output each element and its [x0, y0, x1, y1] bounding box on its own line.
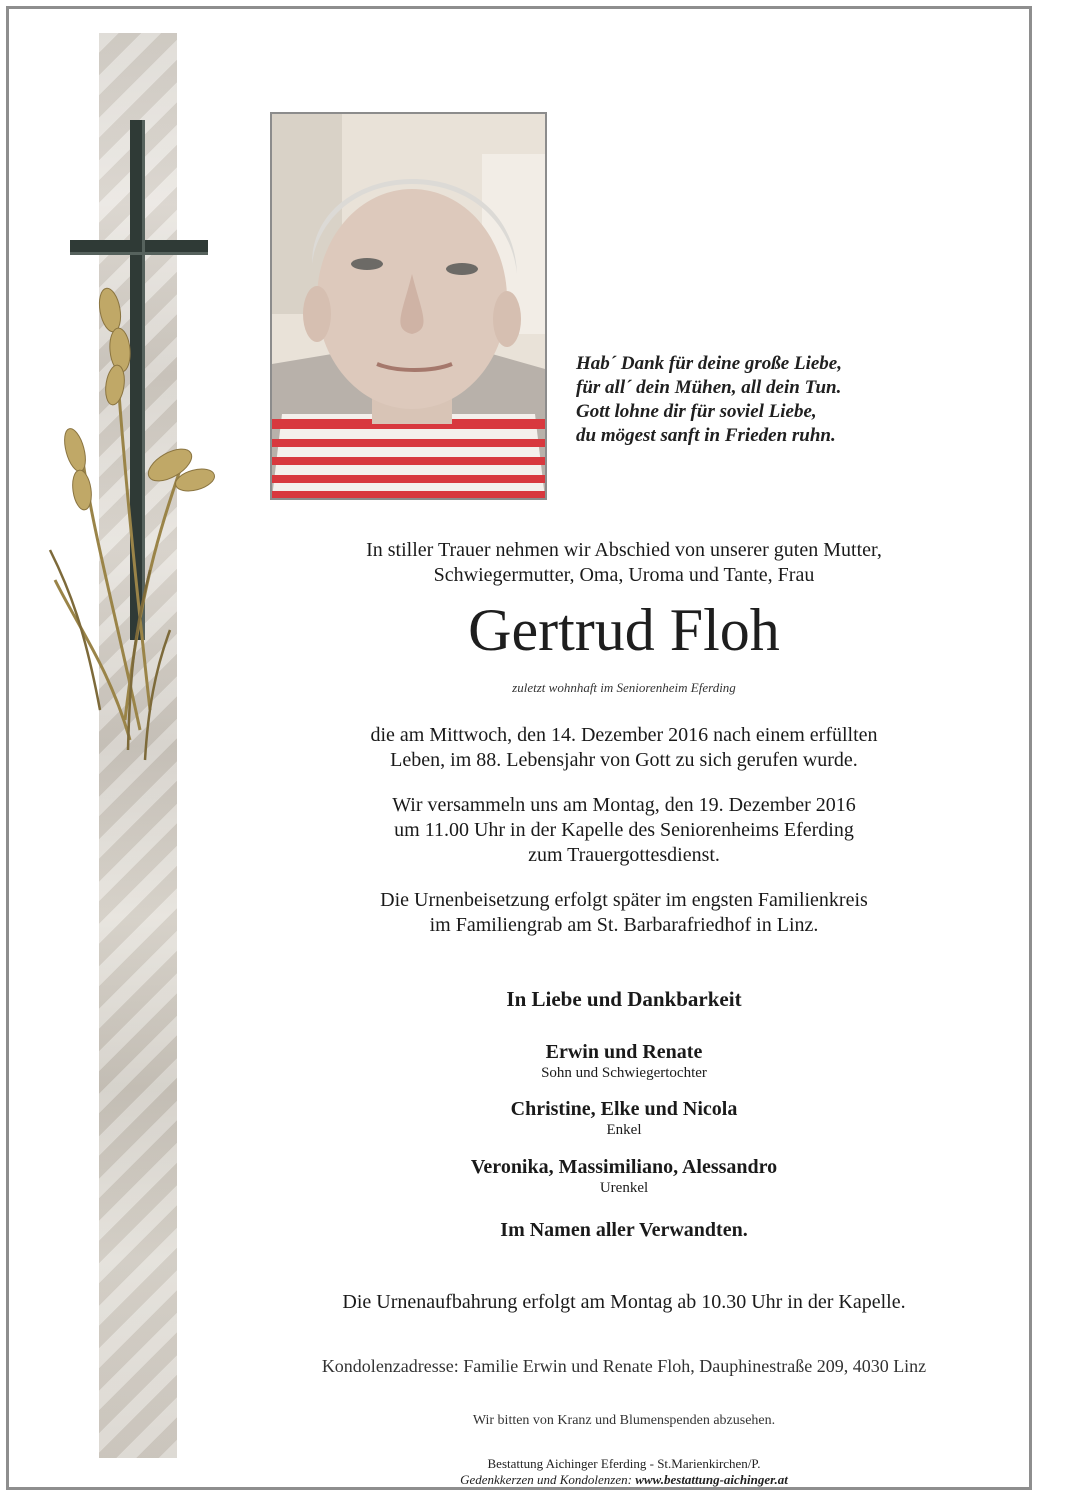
poem-line: du mögest sanft in Frieden ruhn.: [576, 425, 836, 446]
web-label: Gedenkkerzen und Kondolenzen:: [460, 1472, 632, 1487]
paragraph-line: im Familiengrab am St. Barbarafriedhof in Linz.: [429, 914, 819, 936]
paragraph-line: um 11.00 Uhr in der Kapelle des Seniorenheims Eferding: [394, 819, 854, 841]
mourner-relation: Urenkel: [599, 1180, 649, 1196]
announcement-intro: [284, 538, 964, 588]
cross-with-wheat-icon: [30, 110, 230, 770]
portrait-photo: [270, 112, 547, 500]
paragraph-line: die am Mittwoch, den 14. Dezember 2016 nach einem erfüllten: [370, 724, 878, 746]
mourner-names: Christine, Elke und Nicola: [510, 1098, 738, 1120]
paragraph-line: Wir versammeln uns am Montag, den 19. Dezember 2016: [392, 794, 856, 816]
website-link[interactable]: www.bestattung-aichinger.at: [635, 1472, 788, 1487]
mourners-heading: In Liebe und Dankbarkeit: [506, 987, 742, 1011]
undertaker-web: [284, 1472, 964, 1488]
mourner-relation: Sohn und Schwiegertochter: [541, 1065, 707, 1081]
mourner-group: [284, 1040, 964, 1082]
relatives-closing: Im Namen aller Verwandten.: [500, 1219, 748, 1241]
poem-line: Hab´ Dank für deine große Liebe,: [576, 353, 842, 374]
funeral-service-paragraph: [284, 793, 964, 868]
urn-display-note: Die Urnenaufbahrung erfolgt am Montag ab 10.30 Uhr in der Kapelle.: [342, 1291, 906, 1313]
mourner-relation: Enkel: [606, 1122, 642, 1138]
deceased-name: Gertrud Floh: [468, 597, 780, 663]
intro-line: Schwiegermutter, Oma, Uroma und Tante, Frau: [433, 564, 815, 586]
intro-line: In stiller Trauer nehmen wir Abschied von unserer guten Mutter,: [366, 539, 882, 561]
paragraph-line: Leben, im 88. Lebensjahr von Gott zu sich gerufen wurde.: [390, 749, 858, 771]
undertaker-footer: [284, 1456, 964, 1488]
last-residence: zuletzt wohnhaft im Seniorenheim Eferding: [512, 680, 736, 695]
memorial-poem: [576, 352, 996, 448]
poem-line: Gott lohne dir für soviel Liebe,: [576, 401, 817, 422]
death-notice-paragraph: [284, 723, 964, 773]
burial-paragraph: [284, 888, 964, 938]
flowers-note: Wir bitten von Kranz und Blumenspenden abzusehen.: [472, 1413, 776, 1428]
paragraph-line: zum Trauergottesdienst.: [528, 844, 720, 866]
mourner-names: Veronika, Massimiliano, Alessandro: [470, 1156, 778, 1178]
condolence-address: Kondolenzadresse: Familie Erwin und Renate Floh, Dauphinestraße 209, 4030 Linz: [321, 1356, 927, 1376]
paragraph-line: Die Urnenbeisetzung erfolgt später im engsten Familienkreis: [380, 889, 868, 911]
mourner-group: [284, 1097, 964, 1139]
undertaker-name: Bestattung Aichinger Eferding - St.Marienkirchen/P.: [487, 1456, 761, 1471]
mourner-group: [284, 1155, 964, 1197]
mourner-names: Erwin und Renate: [545, 1041, 703, 1063]
poem-line: für all´ dein Mühen, all dein Tun.: [576, 377, 842, 398]
